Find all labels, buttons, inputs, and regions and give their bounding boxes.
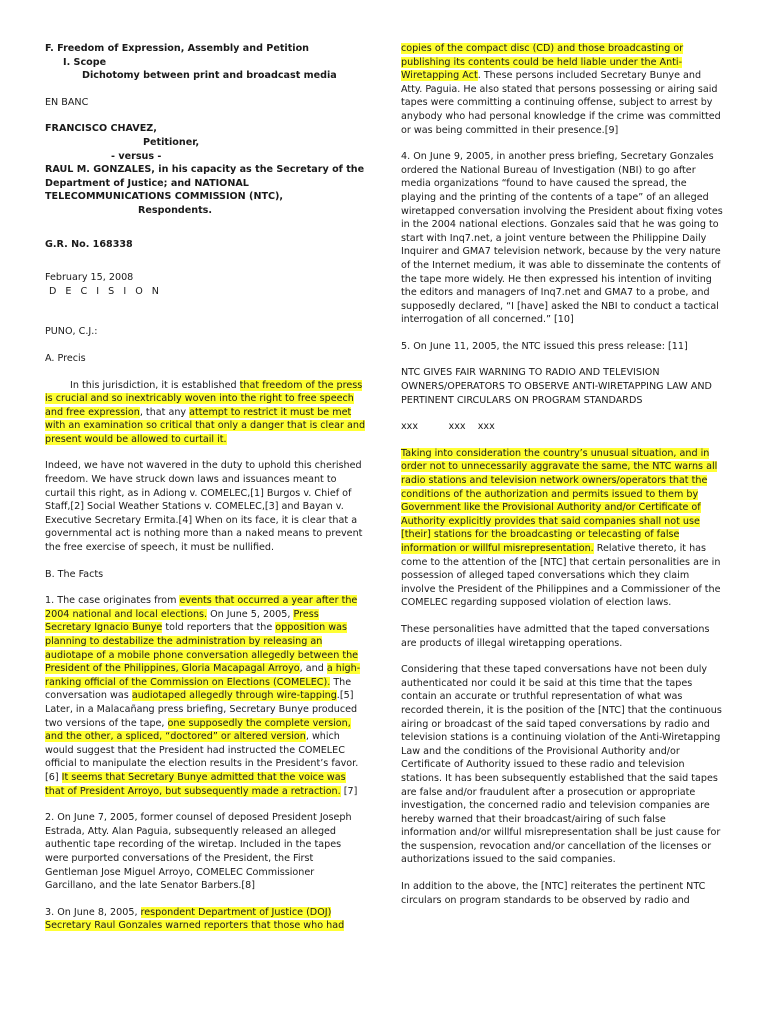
facts-paragraph-4: 4. On June 9, 2005, in another press briefing, Secretary Gonzales ordered the National Bureau of Investigation (NBI) to go after media organizations “found to have caused the spread, the playing and the printing of the contents of a tape” of an alleged wiretapped conversation involving the President about fixing votes in the 2004 national elections. Gonzales said that he was going to start with Inq7.net, a joint venture between the Philippine Daily Inquirer and GMA7 television network, because by the very nature of the Internet medium, it was able to disseminate the contents of the tape more widely. He then expressed his intention of inviting the editors and managers of Inq7.net and GMA7 to a probe, and supposedly declared, “I [have] asked the NBI to conduct a tactical interrogation of all concerned.” [10] (401, 151, 723, 326)
gr-number: G.R. No. 168338 (45, 238, 133, 250)
petitioner-name: FRANCISCO CHAVEZ, (45, 123, 157, 135)
respondents-label: Respondents. (138, 204, 213, 216)
precis-paragraph-1: In this jurisdiction, it is established that freedom of the press is crucial and so inextricably woven into the right to free speech and free expression, that any attempt to restrict it must be met with an examination so critical that only a danger that is clear and present would be allowed to curtail it. (45, 379, 366, 445)
facts-heading: B. The Facts (45, 568, 104, 580)
facts-paragraph-5: 5. On June 11, 2005, the NTC issued this press release: [11] (401, 340, 688, 352)
ponente: PUNO, C.J.: (45, 326, 98, 338)
respondent-name: RAUL M. GONZALES, in his capacity as the Secretary of the Department of Justice; and NATIONAL TELECOMMUNICATIONS COMMISSION (NTC), (45, 164, 365, 203)
precis-paragraph-2: Indeed, we have not wavered in the duty to uphold this cherished freedom. We have struck down laws and issuances meant to curtail this right, as in Adiong v. COMELEC,[1] Burgos v. Chief of Staff,[2] Social Weather Stations v. COMELEC,[3] and Bayan v. Executive Secretary Ermita.[4] When on its face, it is clear that a governmental act is nothing more than a naked means to prevent the free exercise of speech, it must be nullified. (45, 460, 363, 554)
en-banc: EN BANC (45, 96, 89, 108)
heading-scope: I. Scope (63, 56, 107, 68)
right-column (401, 42, 723, 907)
ntc-paragraph-2: These personalities have admitted that the taped conversations are products of illegal wiretapping operations. (401, 623, 710, 649)
ntc-paragraph-3: Considering that these taped conversations have not been duly authenticated nor could it be said at this time that the tapes contain an accurate or truthful representation of what was recorded therein, it is the position of the [NTC] that the continuous airing or broadcast of the said taped conversations by radio and television stations is a continuing violation of the Anti-Wiretapping Law and the conditions of the Provisional Authority and/or Certificate of Authority issued to these radio and television stations. It has been subsequently established that the said tapes are false and/or fraudulent after a prosecution or appropriate investigation, the concerned radio and television companies are hereby warned that their broadcast/airing of such false information and/or willful misrepresentation shall be just cause for the suspension, revocation and/or cancellation of the licenses or authorizations issued to the said companies. (401, 664, 722, 866)
ntc-paragraph-4: In addition to the above, the [NTC] reiterates the pertinent NTC circulars on program standards to be observed by radio and (401, 881, 706, 906)
facts-paragraph-3-continued: copies of the compact disc (CD) and those broadcasting or publishing its contents could be held liable under the Anti-Wiretapping Act. These persons included Secretary Bunye and Atty. Paguia. He also stated that persons possessing or airing said tapes were committing a continuing offense, subject to arrest by anybody who had personal knowledge if the crime was committed or was being committed in their presence.[9] (401, 43, 721, 136)
facts-paragraph-2: 2. On June 7, 2005, former counsel of deposed President Joseph Estrada, Atty. Alan Paguia, subsequently released an alleged authentic tape recording of the wiretap. Included in the tapes were purported conversations of the President, the First Gentleman Jose Miguel Arroyo, COMELEC Commissioner Garcillano, and the late Senator Barbers.[8] (45, 812, 352, 892)
petitioner-label: Petitioner, (143, 136, 200, 148)
heading-freedom: F. Freedom of Expression, Assembly and Petition (45, 43, 309, 54)
versus-label: - versus - (111, 150, 162, 162)
omission-marker: xxx xxx xxx (401, 421, 495, 433)
ntc-paragraph-1: Taking into consideration the country’s unusual situation, and in order not to unnecessarily aggravate the same, the NTC warns all radio stations and television network owners/operators that the conditions of the authorization and permits issued to them by Government like the Provisional Authority and/or Certificate of Authority explicitly provides that said companies shall not use [their] stations for the broadcasting or telecasting of false information or willful misrepresentation. Relative thereto, it has come to the attention of the [NTC] that certain personalities are in possession of alleged taped conversations which they claim involve the President of the Philippines and a Commissioner of the COMELEC regarding supposed violation of election laws. (401, 447, 721, 609)
facts-paragraph-3: 3. On June 8, 2005, respondent Department of Justice (DOJ) Secretary Raul Gonzales warned reporters that those who had (45, 906, 345, 932)
facts-paragraph-1: 1. The case originates from events that occurred a year after the 2004 national and local elections. On June 5, 2005, Press Secretary Ignacio Bunye told reporters that the opposition was planning to destabilize the administration by releasing an audiotape of a mobile phone conversation allegedly between the President of the Philippines, Gloria Macapagal Arroyo, and a high-ranking official of the Commission on Elections (COMELEC). The conversation was audiotaped allegedly through wire-tapping.[5] Later, in a Malacañang press briefing, Secretary Bunye produced two versions of the tape, one supposedly the complete version, and the other, a spliced, “doctored” or altered version, which would suggest that the President had instructed the COMELEC official to manipulate the election results in the President’s favor. [6] It seems that Secretary Bunye admitted that the voice was that of President Arroyo, but subsequently made a retraction. [7] (45, 595, 361, 797)
left-column (45, 42, 367, 933)
ntc-press-release-title: NTC GIVES FAIR WARNING TO RADIO AND TELEVISION OWNERS/OPERATORS TO OBSERVE ANTI-WIRETAPPING LAW AND PERTINENT CIRCULARS ON PROGRAM STANDARDS (401, 367, 712, 406)
heading-dichotomy: Dichotomy between print and broadcast media (82, 70, 337, 82)
decision-label: D E C I S I O N (49, 285, 162, 297)
decision-date: February 15, 2008 (45, 272, 134, 284)
precis-heading: A. Precis (45, 352, 86, 364)
